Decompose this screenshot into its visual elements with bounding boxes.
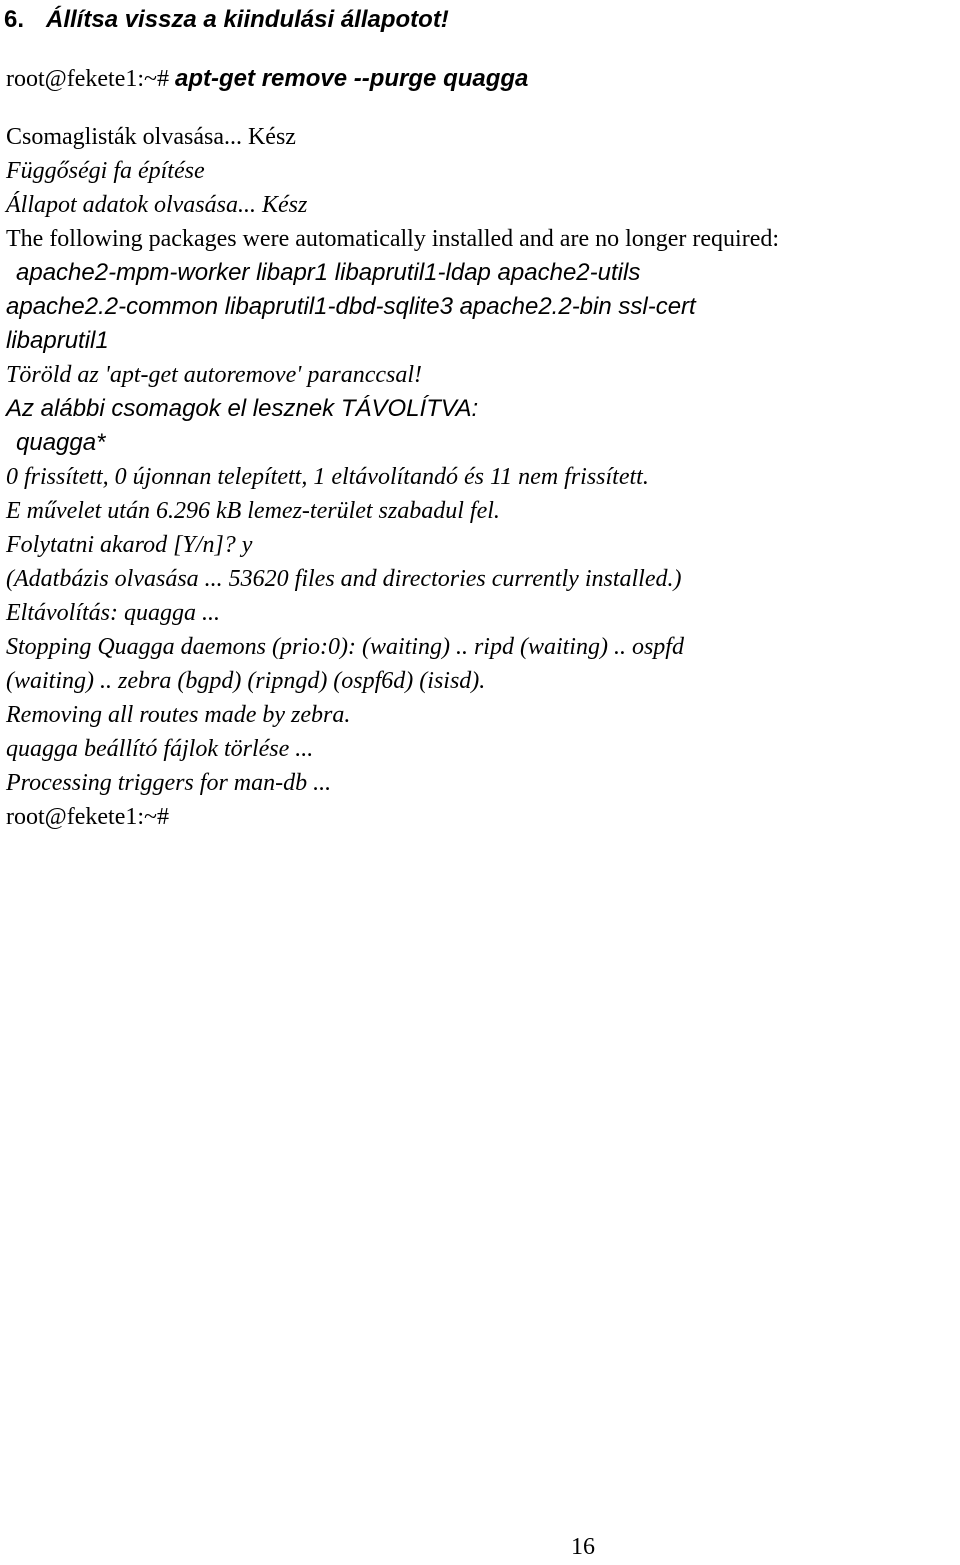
- output-line: quagga*: [16, 429, 106, 456]
- shell-prompt: root@fekete1:~#: [6, 66, 170, 92]
- output-line: Függőségi fa építése: [6, 158, 205, 184]
- output-line-prompt: root@fekete1:~#: [6, 804, 170, 830]
- output-line: apache2.2-common libaprutil1-dbd-sqlite3 apache2.2-bin ssl-cert: [6, 293, 696, 320]
- terminal-output: [6, 120, 956, 834]
- output-line: (Adatbázis olvasása ... 53620 files and directories currently installed.): [6, 566, 682, 592]
- page-number: 16: [571, 1534, 595, 1560]
- output-line: (waiting) .. zebra (bgpd) (ripngd) (ospf6d) (isisd).: [6, 668, 486, 694]
- section-heading: [4, 3, 449, 37]
- output-line: Töröld az 'apt-get autoremove' paranccsal!: [6, 362, 422, 388]
- output-line: Eltávolítás: quagga ...: [6, 600, 220, 626]
- output-line: Állapot adatok olvasása... Kész: [6, 192, 308, 218]
- output-line: Folytatni akarod [Y/n]? y: [6, 532, 253, 558]
- output-line: Az alábbi csomagok el lesznek TÁVOLÍTVA:: [6, 395, 479, 422]
- output-line: libaprutil1: [6, 327, 109, 354]
- output-line: Stopping Quagga daemons (prio:0): (waiting) .. ripd (waiting) .. ospfd: [6, 634, 684, 660]
- command-line: [6, 62, 528, 96]
- output-line: The following packages were automatically installed and are no longer required:: [6, 226, 780, 252]
- output-line: Removing all routes made by zebra.: [6, 702, 351, 728]
- output-line: Csomaglisták olvasása... Kész: [6, 124, 296, 150]
- output-line: Processing triggers for man-db ...: [6, 770, 332, 796]
- output-line: 0 frissített, 0 újonnan telepített, 1 eltávolítandó és 11 nem frissített.: [6, 464, 649, 490]
- output-line: apache2-mpm-worker libapr1 libaprutil1-ldap apache2-utils: [16, 259, 641, 286]
- section-number: 6.: [4, 6, 25, 33]
- shell-command: apt-get remove --purge quagga: [175, 65, 529, 92]
- section-title: Állítsa vissza a kiindulási állapotot!: [46, 6, 449, 33]
- output-line: E művelet után 6.296 kB lemez-terület szabadul fel.: [6, 498, 500, 524]
- output-line: quagga beállító fájlok törlése ...: [6, 736, 314, 762]
